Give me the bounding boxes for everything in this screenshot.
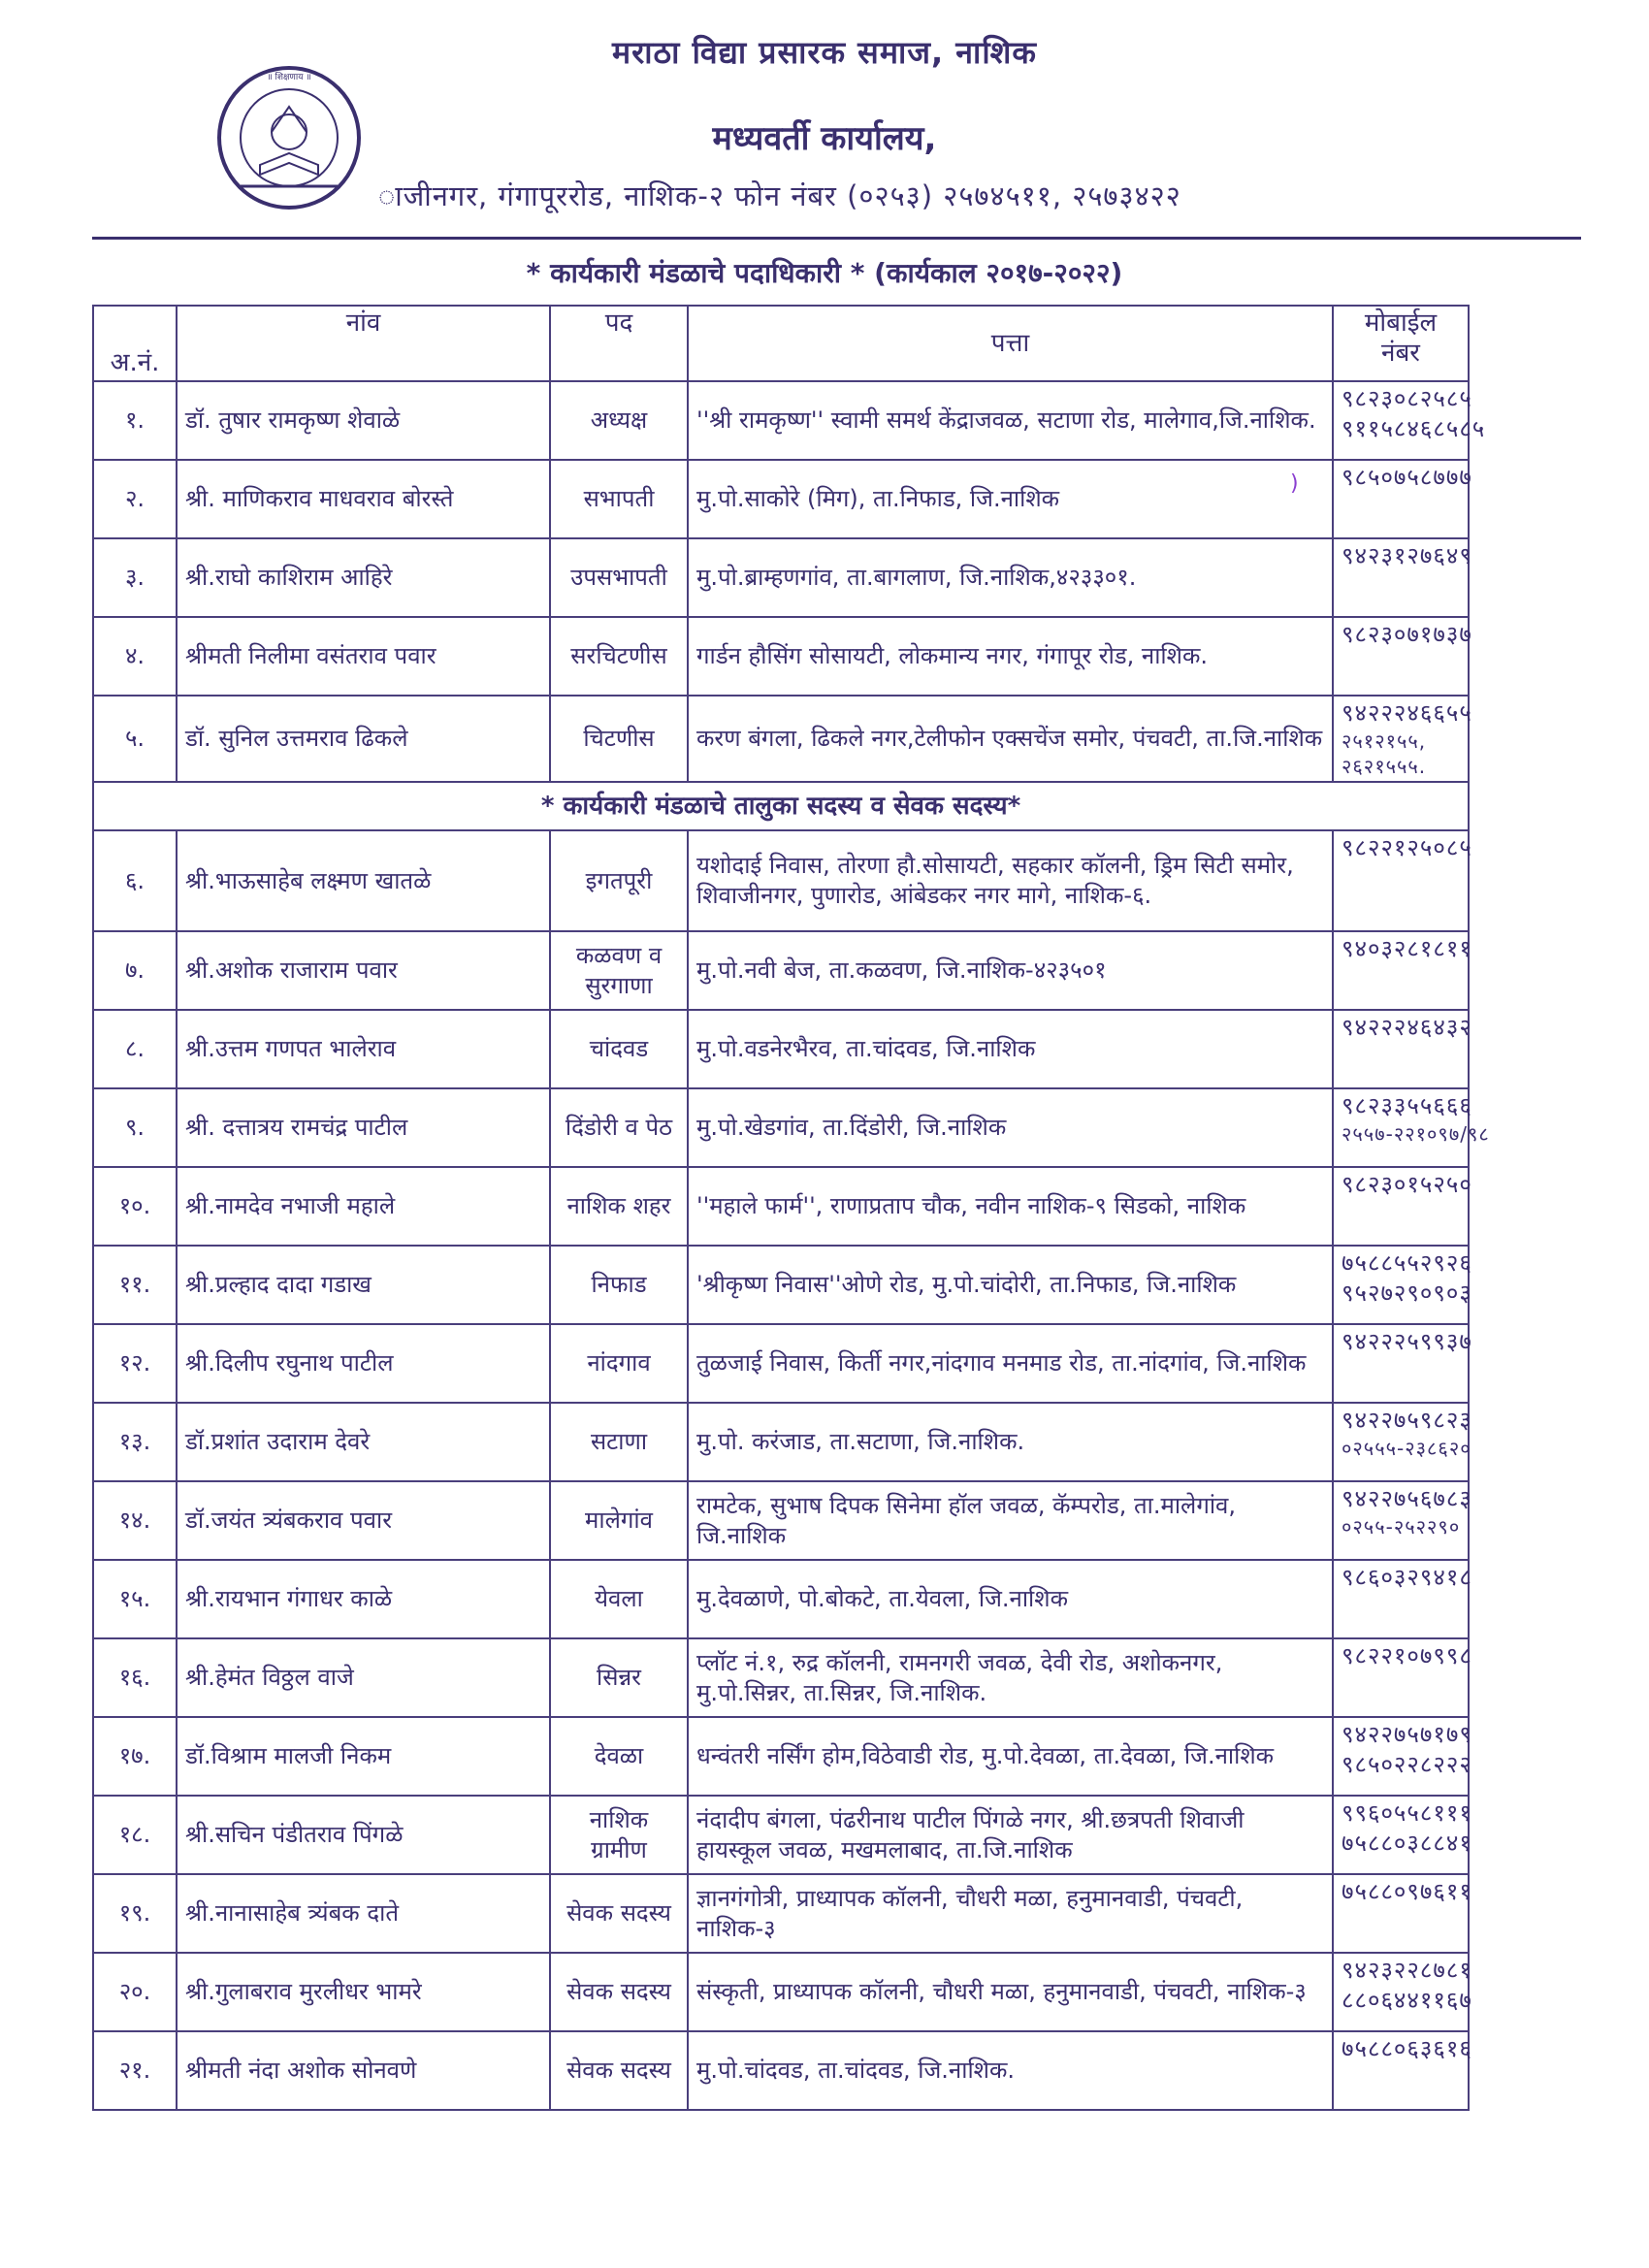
cell-address: मु.पो.वडनेरभैरव, ता.चांदवड, जि.नाशिक [688,1010,1333,1088]
mobile-number: ७५८८५५२९२६ [1342,1249,1472,1277]
cell-serial: १. [93,381,177,460]
cell-serial: १९. [93,1874,177,1953]
cell-serial: १०. [93,1167,177,1246]
cell-address: मु.पो.नवी बेज, ता.कळवण, जि.नाशिक-४२३५०१ [688,931,1333,1010]
cell-post: दिंडोरी व पेठ [550,1088,688,1167]
members-body [93,830,1490,2110]
cell-post: निफाड [550,1246,688,1324]
cell-mobile [1333,696,1472,782]
mobile-number: ९९६०५५८१११ [1342,1799,1472,1827]
cell-post: सिन्नर [550,1638,688,1717]
cell-mobile [1333,1560,1472,1638]
cell-name: श्री. माणिकराव माधवराव बोरस्ते [177,460,550,538]
office-address: ाजीनगर, गंगापूररोड, नाशिक-२ फोन नंबर (०२५३) २५७४५११, २५७३४२२ [378,179,1181,212]
cell-serial: २१. [93,2031,177,2110]
alternate-number: ९११५८४६८५८५ [1342,415,1486,442]
cell-name: श्री.गुलाबराव मुरलीधर भामरे [177,1953,550,2031]
cell-serial: १८. [93,1796,177,1874]
mobile-number: ९८२३०७१७३७ [1342,621,1472,648]
cell-mobile [1333,1796,1472,1874]
header-divider [92,237,1581,240]
subsection-body [93,782,1469,830]
cell-post: सेवक सदस्य [550,2031,688,2110]
mobile-number: ९४२२७५९८२३ [1342,1407,1472,1434]
table-header-row [93,306,1469,381]
table-row [93,1717,1469,1796]
cell-name: डॉ.विश्राम मालजी निकम [177,1717,550,1796]
cell-name: श्री.नामदेव नभाजी महाले [177,1167,550,1246]
table-row [93,830,1469,931]
cell-mobile [1333,1874,1472,1953]
alternate-number: ०२५५५-२३८६२० [1342,1437,1471,1460]
cell-mobile [1333,1638,1472,1717]
cell-name: श्रीमती निलीमा वसंतराव पवार [177,617,550,696]
mobile-number: ९४२२२४६६५५ [1342,699,1472,727]
mobile-number: ९८२३०१५२५० [1342,1171,1472,1198]
cell-post: चिटणीस [550,696,688,782]
table-row [93,460,1469,538]
cell-post: उपसभापती [550,538,688,617]
cell-serial: १७. [93,1717,177,1796]
alternate-number: ७५८८०३८८४१ [1342,1830,1472,1857]
cell-address: मु.पो. करंजाड, ता.सटाणा, जि.नाशिक. [688,1403,1333,1481]
table-row [93,1324,1469,1403]
table-row [93,1481,1469,1560]
organization-name: मराठा विद्या प्रसारक समाज, नाशिक [612,34,1037,71]
table-row [93,1796,1469,1874]
cell-mobile [1333,1246,1472,1324]
cell-address: मु.पो.साकोरे (मिग), ता.निफाड, जि.नाशिक [688,460,1333,538]
cell-name: श्री.भाऊसाहेब लक्ष्मण खातळे [177,830,550,931]
cell-name: श्री.हेमंत विठ्ठल वाजे [177,1638,550,1717]
cell-address: करण बंगला, ढिकले नगर,टेलीफोन एक्सचेंज समोर, पंचवटी, ता.जि.नाशिक [688,696,1333,782]
cell-name: डॉ.जयंत त्र्यंबकराव पवार [177,1481,550,1560]
cell-mobile [1333,2031,1472,2110]
column-header-sr: अ.नं. [93,306,177,381]
cell-address: रामटेक, सुभाष दिपक सिनेमा हॉल जवळ, कॅम्परोड, ता.मालेगांव, जि.नाशिक [688,1481,1333,1560]
cell-post: कळवण व सुरगाणा [550,931,688,1010]
mobile-number: ९४२३२२८७८१ [1342,1957,1472,1984]
cell-serial: १६. [93,1638,177,1717]
alternate-number: ८८०६४४११६७ [1342,1987,1472,2014]
table-row [93,1874,1469,1953]
alternate-number: ९५२७२९०९०३ [1342,1280,1472,1307]
cell-mobile [1333,617,1472,696]
cell-name: श्री.प्रल्हाद दादा गडाख [177,1246,550,1324]
alternate-number: २५५७-२२१०९७/९८ [1342,1122,1490,1146]
cell-post: मालेगांव [550,1481,688,1560]
mobile-number: ७५८८०६३६१६ [1342,2035,1472,2062]
cell-address: मु.पो.ब्राम्हणगांव, ता.बागलाण, जि.नाशिक,४२३३०१. [688,538,1333,617]
cell-address: धन्वंतरी नर्सिंग होम,विठेवाडी रोड, मु.पो.देवळा, ता.देवळा, जि.नाशिक [688,1717,1333,1796]
cell-serial: १५. [93,1560,177,1638]
cell-name: डॉ. सुनिल उत्तमराव ढिकले [177,696,550,782]
cell-post: देवळा [550,1717,688,1796]
cell-mobile [1333,1167,1472,1246]
cell-mobile [1333,1403,1472,1481]
cell-address: संस्कृती, प्राध्यापक कॉलनी, चौधरी मळा, हनुमानवाडी, पंचवटी, नाशिक-३ [688,1953,1333,2031]
cell-serial: १४. [93,1481,177,1560]
column-header-name: नांव [177,306,550,381]
cell-post: चांदवड [550,1010,688,1088]
table-row [93,538,1469,617]
cell-address: मु.पो.खेडगांव, ता.दिंडोरी, जि.नाशिक [688,1088,1333,1167]
cell-mobile [1333,1088,1490,1167]
cell-post: सरचिटणीस [550,617,688,696]
table-row [93,1088,1469,1167]
cell-mobile [1333,538,1472,617]
cell-name: श्री.रायभान गंगाधर काळे [177,1560,550,1638]
cell-serial: १३. [93,1403,177,1481]
letterhead [0,0,1649,252]
column-header-mobile: मोबाईल नंबर [1333,306,1469,381]
cell-post: येवला [550,1560,688,1638]
cell-post: इगतपूरी [550,830,688,931]
table-row [93,696,1469,782]
cell-address: तुळजाई निवास, किर्ती नगर,नांदगाव मनमाड रोड, ता.नांदगांव, जि.नाशिक [688,1324,1333,1403]
office-name: मध्यवर्ती कार्यालय, [712,119,937,158]
cell-name: श्री.राघो काशिराम आहिरे [177,538,550,617]
subsection-title: * कार्यकारी मंडळाचे तालुका सदस्य व सेवक सदस्य* [93,782,1469,830]
mobile-number: ९४०३२८१८११ [1342,935,1472,962]
table-row [93,1010,1469,1088]
cell-mobile [1333,1481,1472,1560]
mobile-number: ९४२२७५६७८३ [1342,1485,1472,1512]
cell-address: नंदादीप बंगला, पंढरीनाथ पाटील पिंगळे नगर, श्री.छत्रपती शिवाजी हायस्कूल जवळ, मखमलाबाद, ता.जि.नाशिक [688,1796,1333,1874]
table-row [93,1403,1469,1481]
cell-address: ''महाले फार्म'', राणाप्रताप चौक, नवीन नाशिक-९ सिडको, नाशिक [688,1167,1333,1246]
cell-address: मु.देवळाणे, पो.बोकटे, ता.येवला, जि.नाशिक [688,1560,1333,1638]
cell-post: सेवक सदस्य [550,1874,688,1953]
cell-post: सटाणा [550,1403,688,1481]
cell-serial: ७. [93,931,177,1010]
cell-name: श्री.सचिन पंडीतराव पिंगळे [177,1796,550,1874]
cell-serial: ४. [93,617,177,696]
table-row [93,381,1469,460]
subsection-row [93,782,1469,830]
cell-mobile [1333,1717,1472,1796]
cell-address: 'श्रीकृष्ण निवास''ओणे रोड, मु.पो.चांदोरी, ता.निफाड, जि.नाशिक [688,1246,1333,1324]
mobile-number: ९८२२१०७९९८ [1342,1642,1472,1669]
table-row [93,1560,1469,1638]
cell-serial: २. [93,460,177,538]
cell-name: श्रीमती नंदा अशोक सोनवणे [177,2031,550,2110]
cell-post: सभापती [550,460,688,538]
cell-address: ''श्री रामकृष्ण'' स्वामी समर्थ केंद्राजवळ, सटाणा रोड, मालेगाव,जि.नाशिक. [688,381,1333,460]
alternate-number: ९८५०२२८२२२ [1342,1751,1472,1778]
mobile-number: ९८२३३५५६६६ [1342,1092,1472,1119]
cell-name: श्री.नानासाहेब त्र्यंबक दाते [177,1874,550,1953]
svg-text:॥ शिक्षणाय ॥: ॥ शिक्षणाय ॥ [267,73,311,82]
mobile-number: ९८६०३२९४१८ [1342,1564,1472,1591]
cell-mobile [1333,1324,1472,1403]
ink-mark: ) [1290,471,1299,496]
mobile-number: ९४२२२५९९३७ [1342,1328,1472,1355]
table-row [93,931,1469,1010]
column-header-post: पद [550,306,688,381]
alternate-number: ०२५५-२५२२९० [1342,1515,1461,1539]
cell-post: नाशिक शहर [550,1167,688,1246]
cell-mobile [1333,1953,1472,2031]
cell-address: प्लॉट नं.१, रुद्र कॉलनी, रामनगरी जवळ, देवी रोड, अशोकनगर, मु.पो.सिन्नर, ता.सिन्नर, जि.नाशिक. [688,1638,1333,1717]
mobile-number: ९४२३१२७६४९ [1342,542,1472,569]
mobile-number: ९४२२२४६४३२ [1342,1014,1472,1041]
cell-name: श्री.दिलीप रघुनाथ पाटील [177,1324,550,1403]
mobile-number: ९८२२१२५०८५ [1342,834,1472,861]
mobile-number: ९८५०७५८७७७ [1342,464,1472,491]
cell-serial: २०. [93,1953,177,2031]
cell-serial: ८. [93,1010,177,1088]
cell-mobile [1333,931,1472,1010]
cell-serial: ३. [93,538,177,617]
mobile-number: ७५८८०९७६११ [1342,1878,1472,1905]
cell-post: नांदगाव [550,1324,688,1403]
table-row [93,617,1469,696]
cell-serial: ५. [93,696,177,782]
column-header-address: पत्ता [688,306,1333,381]
alternate-number: २५१२१५५, २६२१५५५. [1342,729,1427,778]
committee-table [92,305,1490,2111]
cell-address: मु.पो.चांदवड, ता.चांदवड, जि.नाशिक. [688,2031,1333,2110]
cell-address: यशोदाई निवास, तोरणा हौ.सोसायटी, सहकार कॉलनी, ड्रिम सिटी समोर, शिवाजीनगर, पुणारोड, आंबेडकर नगर मागे, नाशिक-६. [688,830,1333,931]
cell-serial: १२. [93,1324,177,1403]
cell-name: श्री. दत्तात्रय रामचंद्र पाटील [177,1088,550,1167]
cell-name: श्री.अशोक राजाराम पवार [177,931,550,1010]
cell-mobile [1333,460,1472,538]
cell-post: सेवक सदस्य [550,1953,688,2031]
office-bearers-body [93,381,1486,782]
cell-post: अध्यक्ष [550,381,688,460]
cell-mobile [1333,381,1486,460]
cell-name: डॉ.प्रशांत उदाराम देवरे [177,1403,550,1481]
cell-serial: ९. [93,1088,177,1167]
section-title: * कार्यकारी मंडळाचे पदाधिकारी * (कार्यकाल २०१७-२०२२) [526,257,1123,289]
mobile-number: ९८२३०८२५८५ [1342,385,1472,412]
table-row [93,1638,1469,1717]
cell-address: गार्डन हौसिंग सोसायटी, लोकमान्य नगर, गंगापूर रोड, नाशिक. [688,617,1333,696]
table-row [93,1167,1469,1246]
cell-mobile [1333,830,1472,931]
mobile-number: ९४२२७५७१७९ [1342,1721,1472,1748]
table-row [93,2031,1469,2110]
cell-post: नाशिक ग्रामीण [550,1796,688,1874]
cell-name: डॉ. तुषार रामकृष्ण शेवाळे [177,381,550,460]
table-row [93,1953,1469,2031]
cell-name: श्री.उत्तम गणपत भालेराव [177,1010,550,1088]
cell-mobile [1333,1010,1472,1088]
cell-address: ज्ञानगंगोत्री, प्राध्यापक कॉलनी, चौधरी मळा, हनुमानवाडी, पंचवटी, नाशिक-३ [688,1874,1333,1953]
table-row [93,1246,1469,1324]
cell-serial: ११. [93,1246,177,1324]
cell-serial: ६. [93,830,177,931]
